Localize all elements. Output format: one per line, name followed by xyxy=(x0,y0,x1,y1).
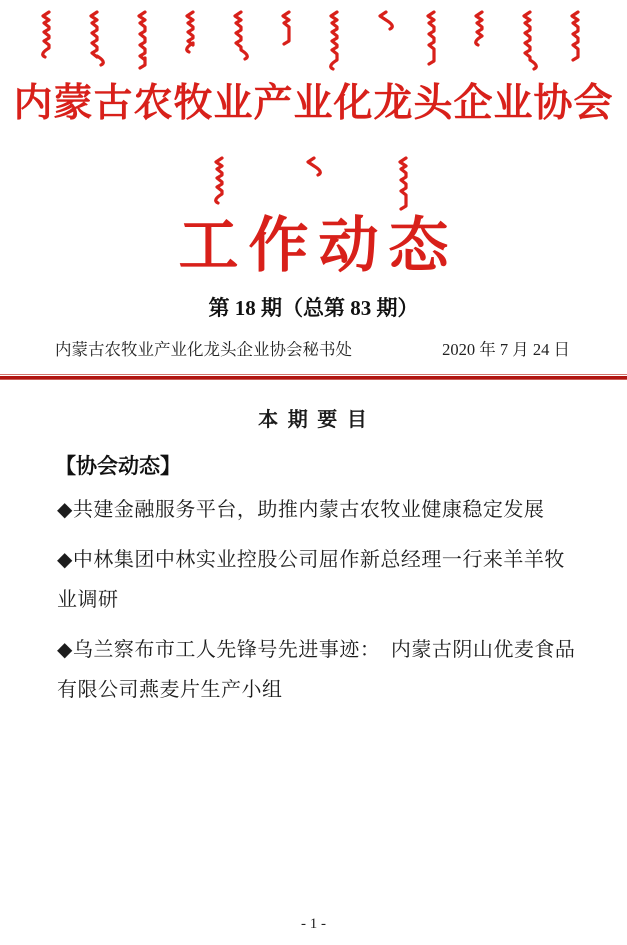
mongolian-word-glyph xyxy=(180,8,206,57)
mongolian-word-glyph xyxy=(517,8,543,74)
mongolian-word-glyph xyxy=(228,8,254,64)
mongolian-word-glyph xyxy=(209,154,235,208)
mongolian-word-glyph xyxy=(276,8,302,48)
publisher-name: 内蒙古农牧业产业化龙头企业协会秘书处 xyxy=(55,340,352,359)
mongolian-word-glyph xyxy=(421,8,447,68)
org-title: 内蒙古农牧业产业化龙头企业协会 xyxy=(13,82,614,125)
publish-date: 2020 年 7 月 24 日 xyxy=(442,340,570,359)
toc-item-line: 有限公司燕麦片生产小组 xyxy=(57,679,283,701)
issue-number-line: 第 18 期（总第 83 期） xyxy=(208,296,419,320)
toc-item xyxy=(57,630,589,710)
mongolian-banner-mid xyxy=(0,154,627,210)
page-number: - 1 - xyxy=(301,916,326,932)
toc-item xyxy=(57,490,589,530)
mongolian-word-glyph xyxy=(84,8,110,70)
mongolian-word-glyph xyxy=(393,154,419,213)
mongolian-word-glyph xyxy=(324,8,350,74)
bulletin-title: 工作动态 xyxy=(178,213,459,279)
mongolian-banner-top xyxy=(0,8,627,72)
section-title: 【协会动态】 xyxy=(55,455,181,478)
mongolian-word-glyph xyxy=(565,8,591,64)
mongolian-word-glyph xyxy=(36,8,62,62)
mongolian-word-glyph xyxy=(301,154,327,180)
toc-item-line: ◆乌兰察布市工人先锋号先进事迹： 内蒙古阴山优麦食品 xyxy=(57,639,576,661)
toc-item-line: ◆中林集团中林实业控股公司屈作新总经理一行来羊羊牧 xyxy=(57,549,565,571)
mongolian-word-glyph xyxy=(132,8,158,72)
publisher-line xyxy=(0,338,627,362)
toc-item-line: 业调研 xyxy=(57,589,119,611)
masthead-divider-rule xyxy=(0,374,627,380)
toc-item xyxy=(57,540,589,620)
toc-list xyxy=(0,490,627,710)
contents-heading: 本 期 要 目 xyxy=(258,409,369,431)
mongolian-word-glyph xyxy=(373,8,399,34)
toc-item-line: ◆共建金融服务平台，助推内蒙古农牧业健康稳定发展 xyxy=(57,499,545,521)
mongolian-word-glyph xyxy=(469,8,495,50)
